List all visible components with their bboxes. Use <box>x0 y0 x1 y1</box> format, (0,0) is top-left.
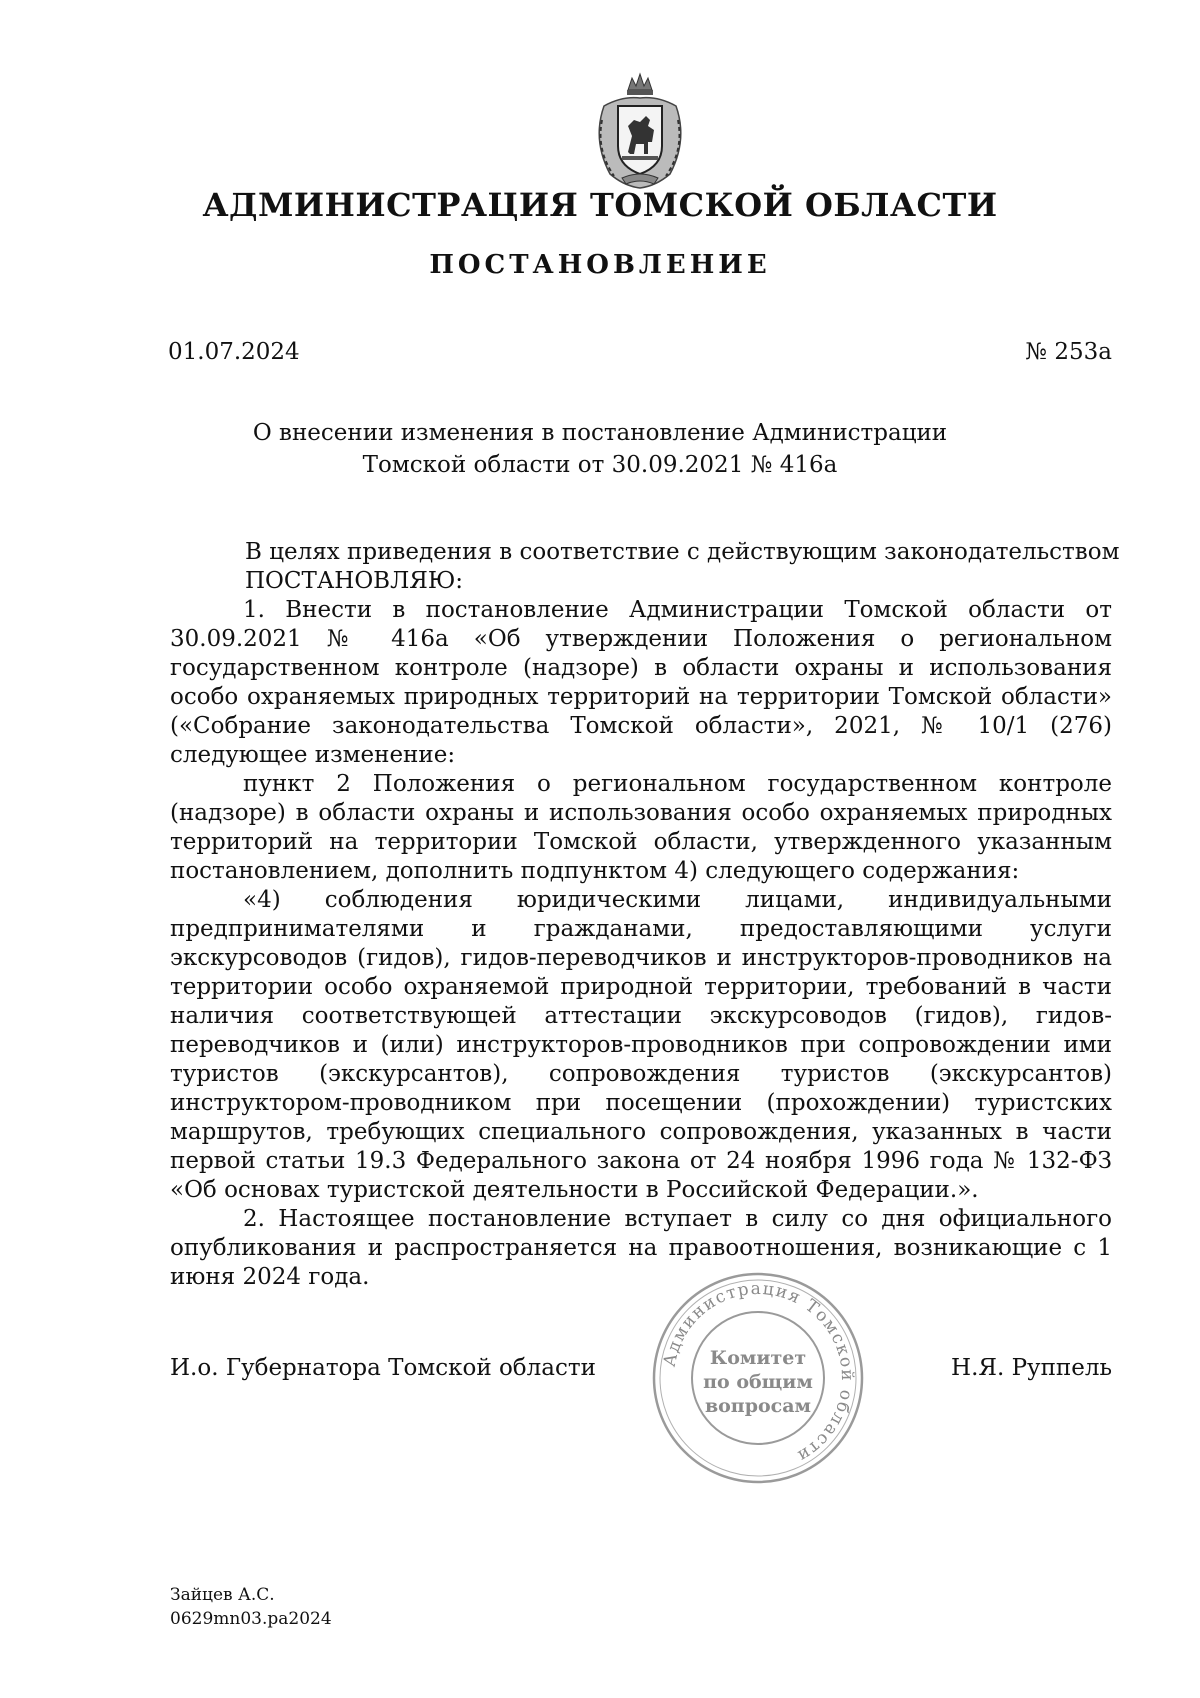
coat-of-arms-icon <box>588 70 692 192</box>
document-date: 01.07.2024 <box>168 339 300 365</box>
paragraph-item-1-subpoint: «4) соблюдения юридическими лицами, индивидуальными предпринимателями и гражданами, предоставляющими услуги экскурсоводов (гидов), гидов-переводчиков и инструкторов-проводников на территории особо охраняемой природной территории, требований в части наличия соответствующей аттестации экскурсоводов (гидов), гидов-переводчиков и (или) инструкторов-проводников при сопровождении ими туристов (экскурсантов), сопровождения туристов (экскурсантов) инструктором-проводником при посещении (прохождении) туристских маршрутов, требующих специального сопровождения, указанных в части первой статьи 19.3 Федерального закона от 24 ноября 1996 года № 132-ФЗ «Об основах туристской деятельности в Российской Федерации.». <box>170 887 1112 1203</box>
preamble: В целях приведения в соответствие с действующим законодательством <box>245 539 1120 565</box>
signatory-name: Н.Я. Руппель <box>951 1355 1112 1381</box>
document-number: № 253а <box>1025 339 1112 365</box>
document-subject <box>0 417 1200 481</box>
footer-executor-block <box>170 1583 332 1631</box>
organization-title: АДМИНИСТРАЦИЯ ТОМСКОЙ ОБЛАСТИ <box>202 186 998 224</box>
stamp-center-line: по общим <box>703 1371 813 1393</box>
subject-line: О внесении изменения в постановление Администрации <box>252 420 948 446</box>
file-code: 0629mn03.pa2024 <box>170 1609 332 1629</box>
stamp-ring-text: Администрация Томской области <box>659 1278 858 1467</box>
subject-line: Томской области от 30.09.2021 № 416а <box>362 452 838 478</box>
stamp-center-line: Комитет <box>709 1347 807 1369</box>
document-type: ПОСТАНОВЛЕНИЕ <box>429 250 771 280</box>
executor-name: Зайцев А.С. <box>170 1585 275 1605</box>
stamp-center-line: вопросам <box>704 1395 812 1417</box>
paragraph-item-2: 2. Настоящее постановление вступает в силу со дня официального опубликования и распространяется на правоотношения, возникающие с 1 июня 2024 года. <box>170 1206 1112 1290</box>
official-stamp <box>648 1268 868 1488</box>
signatory-position: И.о. Губернатора Томской области <box>170 1355 596 1381</box>
decree-word: ПОСТАНОВЛЯЮ: <box>245 568 464 594</box>
paragraph-item-1-point: пункт 2 Положения о региональном государственном контроле (надзоре) в области охраны и использования особо охраняемых природных территорий на территории Томской области, утвержденного указанным постановлением, дополнить подпунктом 4) следующего содержания: <box>170 771 1112 884</box>
paragraph-item-1: 1. Внести в постановление Администрации Томской области от 30.09.2021 № 416а «Об утверждении Положения о региональном государственном контроле (надзоре) в области охраны и использования особо охраняемых природных территорий на территории Томской области» («Собрание законодательства Томской области», 2021, № 10/1 (276) следующее изменение: <box>170 597 1112 768</box>
document-body <box>170 538 1120 1292</box>
